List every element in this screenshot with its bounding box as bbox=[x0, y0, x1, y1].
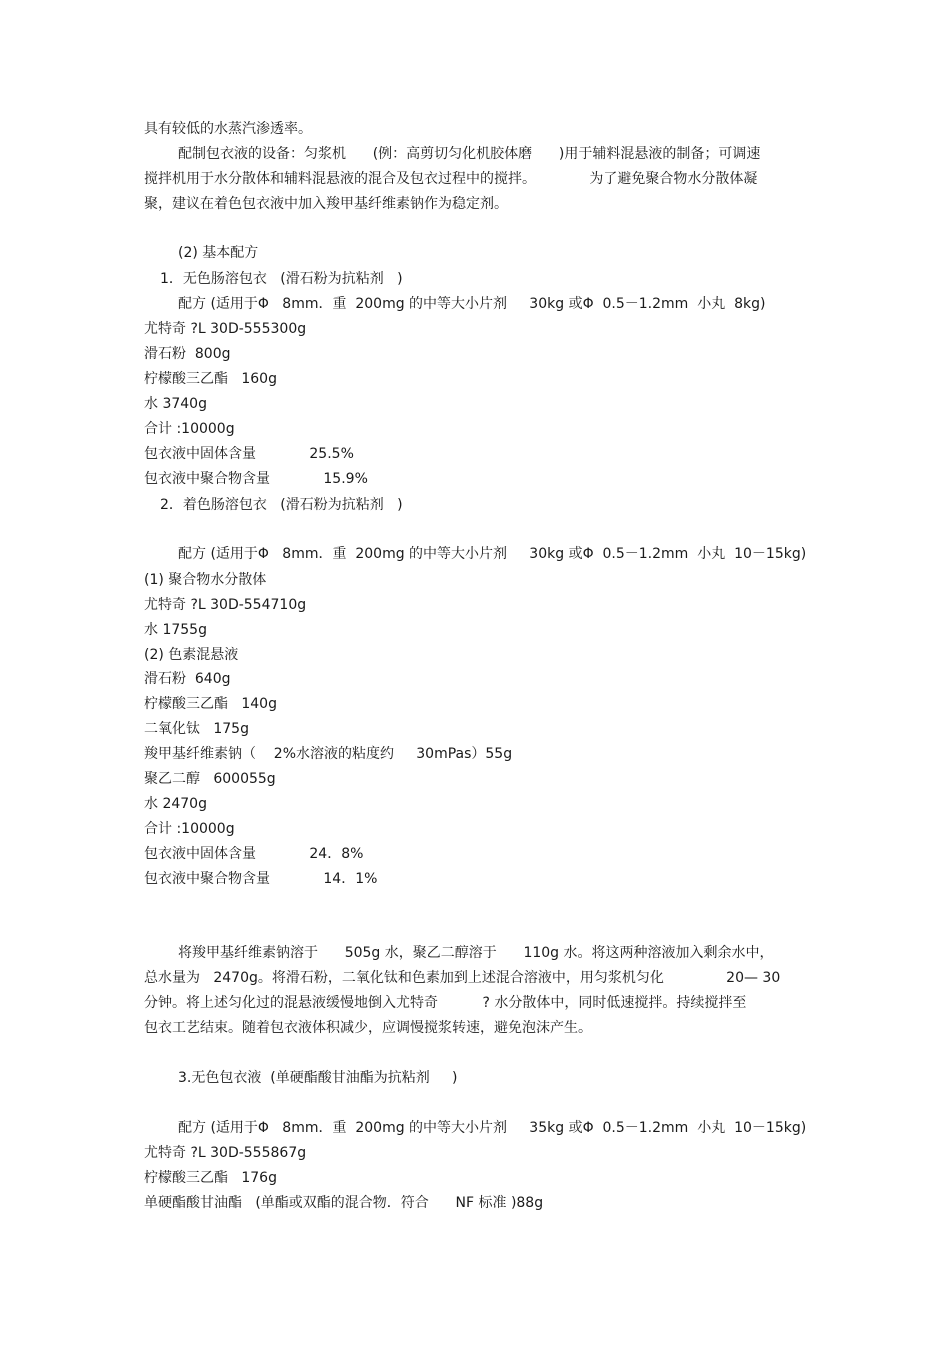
text-line: 将羧甲基纤维素钠溶于 505g 水，聚乙二醇溶于 110g 水。将这两种溶液加入剩余水中， bbox=[178, 945, 774, 961]
ingredient-line: 滑石粉 800g bbox=[144, 346, 231, 362]
text-line: 搅拌机用于水分散体和辅料混悬液的混合及包衣过程中的搅拌。 为了避免聚合物水分散体凝 bbox=[144, 171, 758, 187]
ingredient-line: 尤特奇 ?L 30D-554710g bbox=[144, 597, 307, 613]
ingredient-line: 柠檬酸三乙酯 160g bbox=[144, 371, 277, 387]
ingredient-line: 水 2470g bbox=[144, 796, 207, 812]
formula-description: 配方 (适用于Φ 8mm．重 200mg 的中等大小片剂 30kg 或Φ 0.5－1.2mm 小丸 8kg) bbox=[178, 296, 766, 312]
content-line: 包衣液中固体含量 25.5% bbox=[144, 446, 354, 462]
total-line: 合计 :10000g bbox=[144, 421, 235, 437]
ingredient-group-heading: (2) 色素混悬液 bbox=[144, 647, 239, 663]
total-line: 合计 :10000g bbox=[144, 821, 235, 837]
text-line: 配制包衣液的设备：匀浆机 (例：高剪切匀化机胶体磨 )用于辅料混悬液的制备；可调速 bbox=[178, 146, 761, 162]
text-line: 分钟。将上述匀化过的混悬液缓慢地倒入尤特奇 ? 水分散体中，同时低速搅拌。持续搅拌至 bbox=[144, 995, 747, 1011]
content-line: 包衣液中固体含量 24．8% bbox=[144, 846, 364, 862]
text-line: 聚，建议在着色包衣液中加入羧甲基纤维素钠作为稳定剂。 bbox=[144, 196, 508, 212]
ingredient-line: 单硬酯酸甘油酯 (单酯或双酯的混合物．符合 NF 标准 )88g bbox=[144, 1195, 544, 1211]
subsection-heading: 1．无色肠溶包衣 (滑石粉为抗粘剂 ) bbox=[160, 271, 403, 287]
ingredient-line: 柠檬酸三乙酯 176g bbox=[144, 1170, 277, 1186]
formula-description: 配方 (适用于Φ 8mm．重 200mg 的中等大小片剂 35kg 或Φ 0.5－1.2mm 小丸 10－15kg) bbox=[178, 1120, 807, 1136]
ingredient-line: 羧甲基纤维素钠（ 2%水溶液的粘度约 30mPas）55g bbox=[144, 746, 513, 762]
text-line: 总水量为 2470g。将滑石粉，二氧化钛和色素加到上述混合溶液中，用匀浆机匀化 20— 30 bbox=[144, 970, 781, 986]
formula-description: 配方 (适用于Φ 8mm．重 200mg 的中等大小片剂 30kg 或Φ 0.5－1.2mm 小丸 10－15kg) bbox=[178, 546, 807, 562]
ingredient-line: 聚乙二醇 600055g bbox=[144, 771, 276, 787]
section-heading: (2) 基本配方 bbox=[178, 245, 259, 261]
subsection-heading: 3.无色包衣液 (单硬酯酸甘油酯为抗粘剂 ) bbox=[178, 1070, 458, 1086]
ingredient-line: 水 3740g bbox=[144, 396, 207, 412]
subsection-heading: 2．着色肠溶包衣 (滑石粉为抗粘剂 ) bbox=[160, 497, 403, 513]
ingredient-line: 尤特奇 ?L 30D-555867g bbox=[144, 1145, 307, 1161]
ingredient-group-heading: (1) 聚合物水分散体 bbox=[144, 572, 267, 588]
content-line: 包衣液中聚合物含量 15.9% bbox=[144, 471, 368, 487]
ingredient-line: 柠檬酸三乙酯 140g bbox=[144, 696, 277, 712]
content-line: 包衣液中聚合物含量 14．1% bbox=[144, 871, 378, 887]
ingredient-line: 尤特奇 ?L 30D-555300g bbox=[144, 321, 307, 337]
ingredient-line: 滑石粉 640g bbox=[144, 671, 231, 687]
ingredient-line: 水 1755g bbox=[144, 622, 207, 638]
text-line: 包衣工艺结束。随着包衣液体积减少，应调慢搅浆转速，避免泡沫产生。 bbox=[144, 1020, 592, 1036]
ingredient-line: 二氧化钛 175g bbox=[144, 721, 249, 737]
text-line: 具有较低的水蒸汽渗透率。 bbox=[144, 121, 312, 137]
